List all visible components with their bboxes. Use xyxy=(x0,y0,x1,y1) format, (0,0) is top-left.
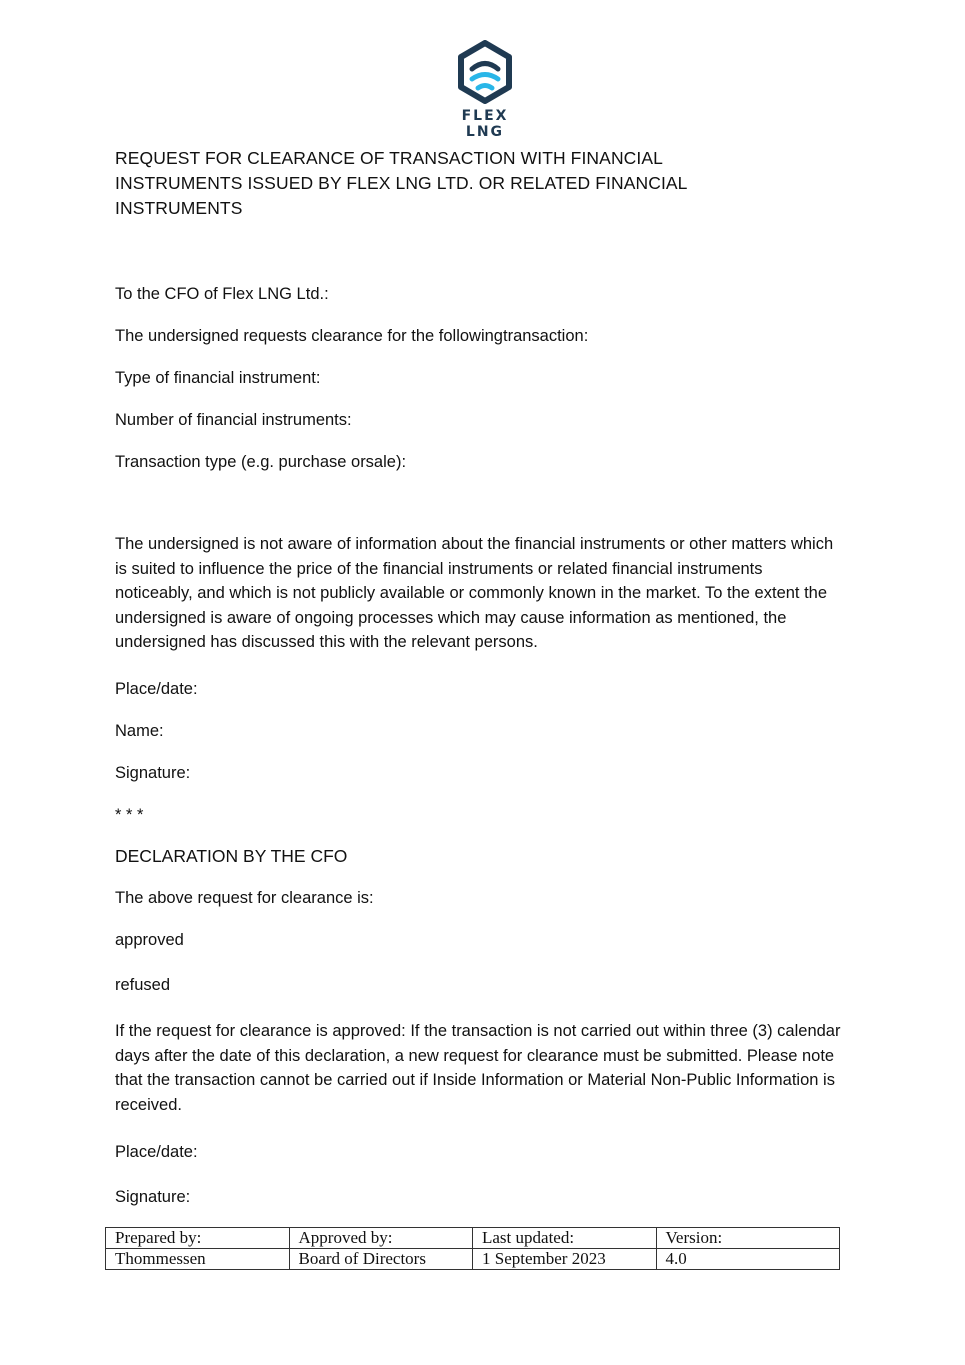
option-approved: approved xyxy=(115,931,184,949)
meta-header-row xyxy=(106,1228,840,1249)
meta-header-cell: Approved by: xyxy=(289,1228,473,1249)
field-transaction-type: Transaction type (e.g. purchase orsale): xyxy=(115,453,407,471)
document-meta-table xyxy=(105,1227,840,1270)
meta-value-cell: Thommessen xyxy=(106,1249,290,1270)
declaration-text: The undersigned is not aware of information about the financial instruments or other matters which is suited to influence the price of the financial instruments or related financial instruments noticeably, and which is not publicly available or commonly known in the market. To the extent the undersigned is aware of ongoing processes which may cause information as mentioned, the undersigned has discussed this with the relevant persons. xyxy=(115,535,834,651)
requester-signature: Signature: xyxy=(115,764,191,782)
section-separator: * * * xyxy=(115,806,144,824)
request-intro: The undersigned requests clearance for the followingtransaction: xyxy=(115,327,589,345)
field-instrument-count: Number of financial instruments: xyxy=(115,411,352,429)
meta-value-cell: Board of Directors xyxy=(289,1249,473,1270)
addressee: To the CFO of Flex LNG Ltd.: xyxy=(115,285,329,303)
meta-value-cell: 4.0 xyxy=(656,1249,840,1270)
meta-header-cell: Last updated: xyxy=(473,1228,657,1249)
option-refused: refused xyxy=(115,976,171,994)
meta-value-cell: 1 September 2023 xyxy=(473,1249,657,1270)
meta-header-cell: Version: xyxy=(656,1228,840,1249)
cfo-intro: The above request for clearance is: xyxy=(115,889,374,907)
cfo-note: If the request for clearance is approved: If the transaction is not carried out within three (3) calendar days after the date of this declaration, a new request for clearance must be submitted. Please note that the transaction cannot be carried out if Inside Information or Material Non-Public Information is received. xyxy=(115,1022,841,1114)
field-instrument-type: Type of financial instrument: xyxy=(115,369,321,387)
cfo-heading: DECLARATION BY THE CFO xyxy=(115,846,348,866)
meta-value-row xyxy=(106,1249,840,1270)
cfo-signature: Signature: xyxy=(115,1188,191,1206)
meta-header-cell: Prepared by: xyxy=(106,1228,290,1249)
requester-name: Name: xyxy=(115,722,164,740)
flex-lng-logo-icon xyxy=(457,40,513,104)
company-logo xyxy=(440,40,530,140)
requester-place-date: Place/date: xyxy=(115,680,198,698)
cfo-place-date: Place/date: xyxy=(115,1143,198,1161)
document-title: REQUEST FOR CLEARANCE OF TRANSACTION WITH FINANCIAL INSTRUMENTS ISSUED BY FLEX LNG LTD. OR RELATED FINANCIAL INSTRUMENTS xyxy=(115,148,687,218)
logo-wordmark: FLEX LNG xyxy=(461,108,509,140)
